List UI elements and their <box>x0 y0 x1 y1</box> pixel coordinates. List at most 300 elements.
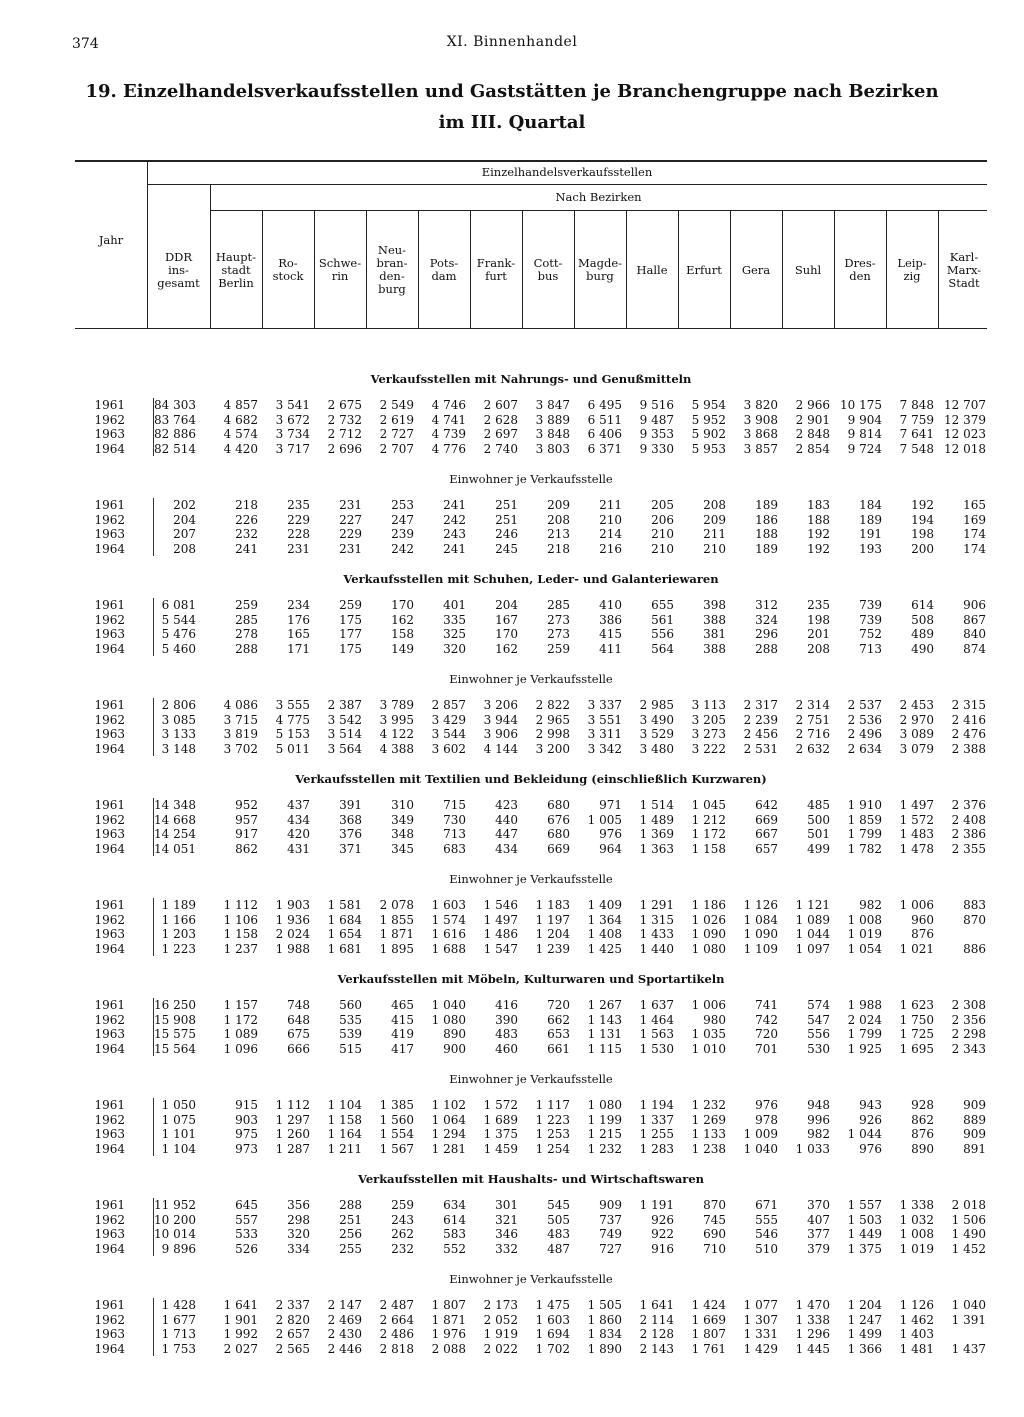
district-cell: 952 <box>235 798 258 812</box>
district-cell: 1 158 <box>223 927 258 941</box>
ddr-total-cell: 11 952 <box>154 1198 196 1212</box>
ddr-total-cell: 1 677 <box>161 1312 196 1327</box>
district-cell: 1 429 <box>743 1341 778 1356</box>
year-cell: 1964 <box>94 1041 125 1056</box>
district-cell: 1 890 <box>587 1341 622 1356</box>
table-row <box>0 942 1024 956</box>
district-cell: 666 <box>287 1041 310 1056</box>
column-header <box>419 257 469 283</box>
district-cell: 1 366 <box>847 1341 882 1356</box>
district-cell: 886 <box>963 941 986 956</box>
district-cell: 3 555 <box>275 698 310 712</box>
district-cell: 669 <box>755 812 778 827</box>
district-cell: 301 <box>495 1198 518 1212</box>
district-cell: 900 <box>443 1041 466 1056</box>
district-cell: 356 <box>287 1198 310 1212</box>
district-cell: 210 <box>703 541 726 556</box>
district-cell: 4 420 <box>223 441 258 456</box>
ddr-total-cell: 1 101 <box>161 1127 196 1141</box>
district-cell: 431 <box>287 841 310 856</box>
district-cell: 840 <box>963 627 986 641</box>
district-cell: 1 019 <box>899 1241 934 1256</box>
district-cell: 415 <box>599 627 622 641</box>
district-cell: 6 406 <box>587 427 622 441</box>
district-cell: 285 <box>235 612 258 627</box>
district-cell: 1 115 <box>587 1041 622 1056</box>
district-cell: 2 634 <box>847 741 882 756</box>
district-cell: 2 607 <box>483 398 518 412</box>
year-cell: 1964 <box>94 941 125 956</box>
column-header <box>263 257 313 283</box>
district-cell: 345 <box>391 841 414 856</box>
district-cell: 5 011 <box>275 741 310 756</box>
column-header-line-1: Halle <box>636 262 668 277</box>
district-cell: 231 <box>339 498 362 512</box>
district-cell: 377 <box>807 1227 830 1241</box>
column-rule <box>210 210 211 329</box>
district-cell: 214 <box>599 527 622 541</box>
district-cell: 1 102 <box>431 1098 466 1112</box>
district-cell: 1 560 <box>379 1112 414 1127</box>
district-cell: 870 <box>963 912 986 927</box>
district-cell: 862 <box>235 841 258 856</box>
district-cell: 1 464 <box>639 1012 674 1027</box>
district-cell: 410 <box>599 598 622 612</box>
district-cell: 211 <box>599 498 622 512</box>
district-cell: 310 <box>391 798 414 812</box>
district-cell: 2 356 <box>951 1012 986 1027</box>
district-cell: 229 <box>287 512 310 527</box>
district-cell: 210 <box>651 527 674 541</box>
district-cell: 4 775 <box>275 712 310 727</box>
table-row <box>0 813 1024 827</box>
table-row <box>0 1127 1024 1141</box>
district-cell: 3 514 <box>327 727 362 741</box>
district-cell: 1 033 <box>795 1141 830 1156</box>
district-cell: 533 <box>235 1227 258 1241</box>
district-cell: 3 206 <box>483 698 518 712</box>
district-cell: 1 008 <box>847 912 882 927</box>
year-cell: 1961 <box>94 1198 125 1212</box>
district-cell: 3 715 <box>223 712 258 727</box>
district-cell: 1 581 <box>327 898 362 912</box>
district-cell: 391 <box>339 798 362 812</box>
district-cell: 176 <box>287 612 310 627</box>
column-header-line-2: den <box>849 269 871 283</box>
district-cell: 1 623 <box>899 998 934 1012</box>
district-cell: 957 <box>235 812 258 827</box>
district-cell: 1 089 <box>223 1027 258 1041</box>
district-cell: 2 727 <box>379 427 414 441</box>
district-cell: 669 <box>547 841 570 856</box>
ddr-total-cell: 9 896 <box>161 1241 196 1256</box>
district-cell: 710 <box>703 1241 726 1256</box>
district-cell: 191 <box>859 527 882 541</box>
district-cell: 1 297 <box>275 1112 310 1127</box>
table-row <box>0 798 1024 812</box>
district-cell: 1 572 <box>899 812 934 827</box>
district-cell: 1 158 <box>691 841 726 856</box>
district-cell: 208 <box>807 641 830 656</box>
district-cell: 1 204 <box>847 1298 882 1312</box>
column-header-line-2: rin <box>331 269 349 283</box>
ddr-total-cell: 1 428 <box>161 1298 196 1312</box>
district-cell: 3 819 <box>223 727 258 741</box>
district-cell: 1 988 <box>847 998 882 1012</box>
district-cell: 1 514 <box>639 798 674 812</box>
district-cell: 376 <box>339 827 362 841</box>
district-cell: 745 <box>703 1212 726 1227</box>
district-cell: 2 854 <box>795 441 830 456</box>
table-row <box>0 1313 1024 1327</box>
district-cell: 1 194 <box>639 1098 674 1112</box>
district-cell: 206 <box>651 512 674 527</box>
group-rule <box>147 184 987 185</box>
year-cell: 1962 <box>94 712 125 727</box>
district-cell: 2 469 <box>327 1312 362 1327</box>
district-cell: 213 <box>547 527 570 541</box>
district-cell: 2 732 <box>327 412 362 427</box>
ddr-total-cell: 1 189 <box>161 898 196 912</box>
year-cell: 1961 <box>94 898 125 912</box>
district-cell: 241 <box>443 541 466 556</box>
district-cell: 964 <box>599 841 622 856</box>
district-cell: 192 <box>807 527 830 541</box>
year-cell: 1962 <box>94 1012 125 1027</box>
district-cell: 1 546 <box>483 898 518 912</box>
district-cell: 2 027 <box>223 1341 258 1356</box>
column-header-line-2: bus <box>537 269 559 283</box>
district-cell: 368 <box>339 812 362 827</box>
district-cell: 193 <box>859 541 882 556</box>
district-cell: 1 104 <box>327 1098 362 1112</box>
district-cell: 890 <box>443 1027 466 1041</box>
district-cell: 1 694 <box>535 1327 570 1341</box>
district-cell: 2 298 <box>951 1027 986 1041</box>
district-cell: 312 <box>755 598 778 612</box>
district-cell: 2 632 <box>795 741 830 756</box>
district-cell: 1 009 <box>743 1127 778 1141</box>
ddr-total-cell: 1 223 <box>161 941 196 956</box>
district-cell: 167 <box>495 612 518 627</box>
district-cell: 242 <box>443 512 466 527</box>
district-cell: 2 052 <box>483 1312 518 1327</box>
district-cell: 3 542 <box>327 712 362 727</box>
table-row <box>0 442 1024 456</box>
district-cell: 1 681 <box>327 941 362 956</box>
column-header <box>367 244 417 296</box>
district-cell: 4 388 <box>379 741 414 756</box>
district-cell: 926 <box>651 1212 674 1227</box>
district-cell: 239 <box>391 527 414 541</box>
district-cell: 1 761 <box>691 1341 726 1356</box>
district-cell: 526 <box>235 1241 258 1256</box>
district-cell: 3 889 <box>535 412 570 427</box>
column-header <box>471 257 521 283</box>
district-cell: 1 307 <box>743 1312 778 1327</box>
district-cell: 296 <box>755 627 778 641</box>
district-cell: 973 <box>235 1141 258 1156</box>
column-header-line-2: stadt <box>221 262 251 277</box>
table-row <box>0 398 1024 412</box>
district-cell: 508 <box>911 612 934 627</box>
district-cell: 715 <box>443 798 466 812</box>
district-cell: 231 <box>287 541 310 556</box>
district-cell: 4 122 <box>379 727 414 741</box>
district-cell: 2 239 <box>743 712 778 727</box>
district-cell: 1 080 <box>691 941 726 956</box>
section-title: Einwohner je Verkaufsstelle <box>449 472 613 486</box>
district-cell: 6 495 <box>587 398 622 412</box>
ddr-total-cell: 1 075 <box>161 1112 196 1127</box>
year-cell: 1962 <box>94 812 125 827</box>
district-cell: 388 <box>703 641 726 656</box>
district-cell: 2 128 <box>639 1327 674 1341</box>
district-cell: 2 408 <box>951 812 986 827</box>
district-cell: 1 040 <box>431 998 466 1012</box>
district-cell: 1 925 <box>847 1041 882 1056</box>
column-header-line-3: Berlin <box>218 275 254 290</box>
district-cell: 1 449 <box>847 1227 882 1241</box>
column-header <box>575 257 625 283</box>
table-row <box>0 1098 1024 1112</box>
district-cell: 2 114 <box>639 1312 674 1327</box>
district-cell: 288 <box>755 641 778 656</box>
column-rule <box>366 210 367 329</box>
district-cell: 1 269 <box>691 1112 726 1127</box>
table-row <box>0 542 1024 556</box>
district-cell: 4 776 <box>431 441 466 456</box>
ddr-total-cell: 82 886 <box>154 427 196 441</box>
district-cell: 1 603 <box>431 898 466 912</box>
column-header-line-1: Ro- <box>278 256 298 270</box>
district-cell: 2 536 <box>847 712 882 727</box>
district-cell: 2 018 <box>951 1198 986 1212</box>
district-cell: 1 574 <box>431 912 466 927</box>
district-cell: 1 375 <box>847 1241 882 1256</box>
district-cell: 335 <box>443 612 466 627</box>
district-cell: 483 <box>495 1027 518 1041</box>
table-row <box>0 827 1024 841</box>
district-cell: 1 096 <box>223 1041 258 1056</box>
district-cell: 720 <box>755 1027 778 1041</box>
ddr-total-cell: 5 544 <box>161 612 196 627</box>
district-cell: 1 172 <box>691 827 726 841</box>
table-title-line-2: im III. Quartal <box>438 112 586 133</box>
district-cell: 183 <box>807 498 830 512</box>
district-cell: 440 <box>495 812 518 827</box>
year-cell: 1964 <box>94 841 125 856</box>
district-cell: 3 702 <box>223 741 258 756</box>
district-cell: 1 489 <box>639 812 674 827</box>
district-cell: 655 <box>651 598 674 612</box>
district-cell: 1 237 <box>223 941 258 956</box>
header-top-rule <box>75 160 987 162</box>
ddr-total-cell: 1 713 <box>161 1327 196 1341</box>
year-cell: 1964 <box>94 441 125 456</box>
district-cell: 2 317 <box>743 698 778 712</box>
ddr-total-cell: 3 148 <box>161 741 196 756</box>
ddr-total-cell: 1 753 <box>161 1341 196 1356</box>
district-cell: 1 547 <box>483 941 518 956</box>
district-cell: 9 487 <box>639 412 674 427</box>
table-title <box>0 76 1024 138</box>
district-cell: 487 <box>547 1241 570 1256</box>
column-header-line-2: burg <box>586 269 614 283</box>
district-cell: 415 <box>391 1012 414 1027</box>
district-cell: 680 <box>547 827 570 841</box>
district-cell: 916 <box>651 1241 674 1256</box>
district-cell: 4 741 <box>431 412 466 427</box>
district-cell: 9 904 <box>847 412 882 427</box>
district-cell: 996 <box>807 1112 830 1127</box>
district-cell: 198 <box>807 612 830 627</box>
district-cell: 1 470 <box>795 1298 830 1312</box>
district-cell: 1 919 <box>483 1327 518 1341</box>
district-cell: 1 871 <box>431 1312 466 1327</box>
year-cell: 1964 <box>94 1141 125 1156</box>
year-cell: 1963 <box>94 627 125 641</box>
table-row <box>0 927 1024 941</box>
district-cell: 227 <box>339 512 362 527</box>
district-cell: 742 <box>755 1012 778 1027</box>
district-cell: 243 <box>391 1212 414 1227</box>
district-cell: 3 079 <box>899 741 934 756</box>
district-cell: 273 <box>547 627 570 641</box>
district-cell: 1 026 <box>691 912 726 927</box>
district-cell: 259 <box>339 598 362 612</box>
district-cell: 1 126 <box>899 1298 934 1312</box>
table-row <box>0 742 1024 756</box>
district-cell: 483 <box>547 1227 570 1241</box>
district-cell: 251 <box>495 512 518 527</box>
district-cell: 1 936 <box>275 912 310 927</box>
district-cell: 188 <box>807 512 830 527</box>
district-cell: 926 <box>859 1112 882 1127</box>
column-header-line-1: Dres- <box>844 256 876 270</box>
district-cell: 1 044 <box>847 1127 882 1141</box>
year-cell: 1964 <box>94 641 125 656</box>
district-cell: 499 <box>807 841 830 856</box>
district-cell: 1 253 <box>535 1127 570 1141</box>
column-header <box>627 264 677 277</box>
district-cell: 1 530 <box>639 1041 674 1056</box>
district-cell: 489 <box>911 627 934 641</box>
district-cell: 12 023 <box>944 427 986 441</box>
table-row <box>0 1027 1024 1041</box>
district-cell: 460 <box>495 1041 518 1056</box>
year-cell: 1963 <box>94 927 125 941</box>
district-cell: 231 <box>339 541 362 556</box>
district-cell: 2 537 <box>847 698 882 712</box>
district-cell: 713 <box>443 827 466 841</box>
district-cell: 634 <box>443 1198 466 1212</box>
table-row <box>0 627 1024 641</box>
column-header-line-2: bran- <box>376 256 408 270</box>
district-cell: 2 712 <box>327 427 362 441</box>
district-cell: 928 <box>911 1098 934 1112</box>
district-cell: 256 <box>339 1227 362 1241</box>
ddr-total-cell: 15 908 <box>154 1012 196 1027</box>
district-cell: 398 <box>703 598 726 612</box>
district-cell: 501 <box>807 827 830 841</box>
district-cell: 727 <box>599 1241 622 1256</box>
district-cell: 3 089 <box>899 727 934 741</box>
district-cell: 2 147 <box>327 1298 362 1312</box>
district-cell: 241 <box>235 541 258 556</box>
district-cell: 515 <box>339 1041 362 1056</box>
district-cell: 210 <box>651 541 674 556</box>
district-cell: 3 848 <box>535 427 570 441</box>
column-header <box>315 257 365 283</box>
district-cell: 1 799 <box>847 827 882 841</box>
district-cell: 2 716 <box>795 727 830 741</box>
ddr-total-cell: 5 460 <box>161 641 196 656</box>
district-cell: 1 567 <box>379 1141 414 1156</box>
district-cell: 1 021 <box>899 941 934 956</box>
section-title: Einwohner je Verkaufsstelle <box>449 1272 613 1286</box>
district-cell: 1 315 <box>639 912 674 927</box>
district-cell: 2 456 <box>743 727 778 741</box>
year-header: Jahr <box>98 233 124 247</box>
year-cell: 1962 <box>94 912 125 927</box>
district-cell: 1 616 <box>431 927 466 941</box>
district-cell: 2 386 <box>951 827 986 841</box>
district-cell: 2 024 <box>847 1012 882 1027</box>
district-cell: 976 <box>859 1141 882 1156</box>
district-cell: 2 486 <box>379 1327 414 1341</box>
district-cell: 3 551 <box>587 712 622 727</box>
column-rule <box>470 210 471 329</box>
district-cell: 1 294 <box>431 1127 466 1141</box>
district-cell: 3 857 <box>743 441 778 456</box>
ddr-total-cell: 207 <box>173 527 196 541</box>
column-rule <box>314 210 315 329</box>
district-cell: 3 564 <box>327 741 362 756</box>
section-title: Einwohner je Verkaufsstelle <box>449 672 613 686</box>
table-row <box>0 598 1024 612</box>
district-cell: 1 283 <box>639 1141 674 1156</box>
year-cell: 1964 <box>94 541 125 556</box>
district-cell: 701 <box>755 1041 778 1056</box>
district-cell: 411 <box>599 641 622 656</box>
column-rule <box>522 210 523 329</box>
district-cell: 1 212 <box>691 812 726 827</box>
column-header-line-1: Erfurt <box>686 262 722 277</box>
district-cell: 1 109 <box>743 941 778 956</box>
district-cell: 407 <box>807 1212 830 1227</box>
district-cell: 1 239 <box>535 941 570 956</box>
district-cell: 1 080 <box>587 1098 622 1112</box>
year-cell: 1964 <box>94 1341 125 1356</box>
district-cell: 662 <box>547 1012 570 1027</box>
district-cell: 5 953 <box>691 441 726 456</box>
district-cell: 1 006 <box>899 898 934 912</box>
district-cell: 1 084 <box>743 912 778 927</box>
year-cell: 1961 <box>94 498 125 512</box>
district-cell: 388 <box>703 612 726 627</box>
year-column-rule <box>147 160 148 329</box>
district-cell: 1 338 <box>795 1312 830 1327</box>
district-cell: 12 707 <box>944 398 986 412</box>
column-header-line-1: Haupt- <box>215 249 257 264</box>
ddr-total-cell: 10 014 <box>154 1227 196 1241</box>
district-cell: 1 641 <box>223 1298 258 1312</box>
table-row <box>0 1113 1024 1127</box>
district-cell: 423 <box>495 798 518 812</box>
district-cell: 3 205 <box>691 712 726 727</box>
district-cell: 232 <box>391 1241 414 1256</box>
